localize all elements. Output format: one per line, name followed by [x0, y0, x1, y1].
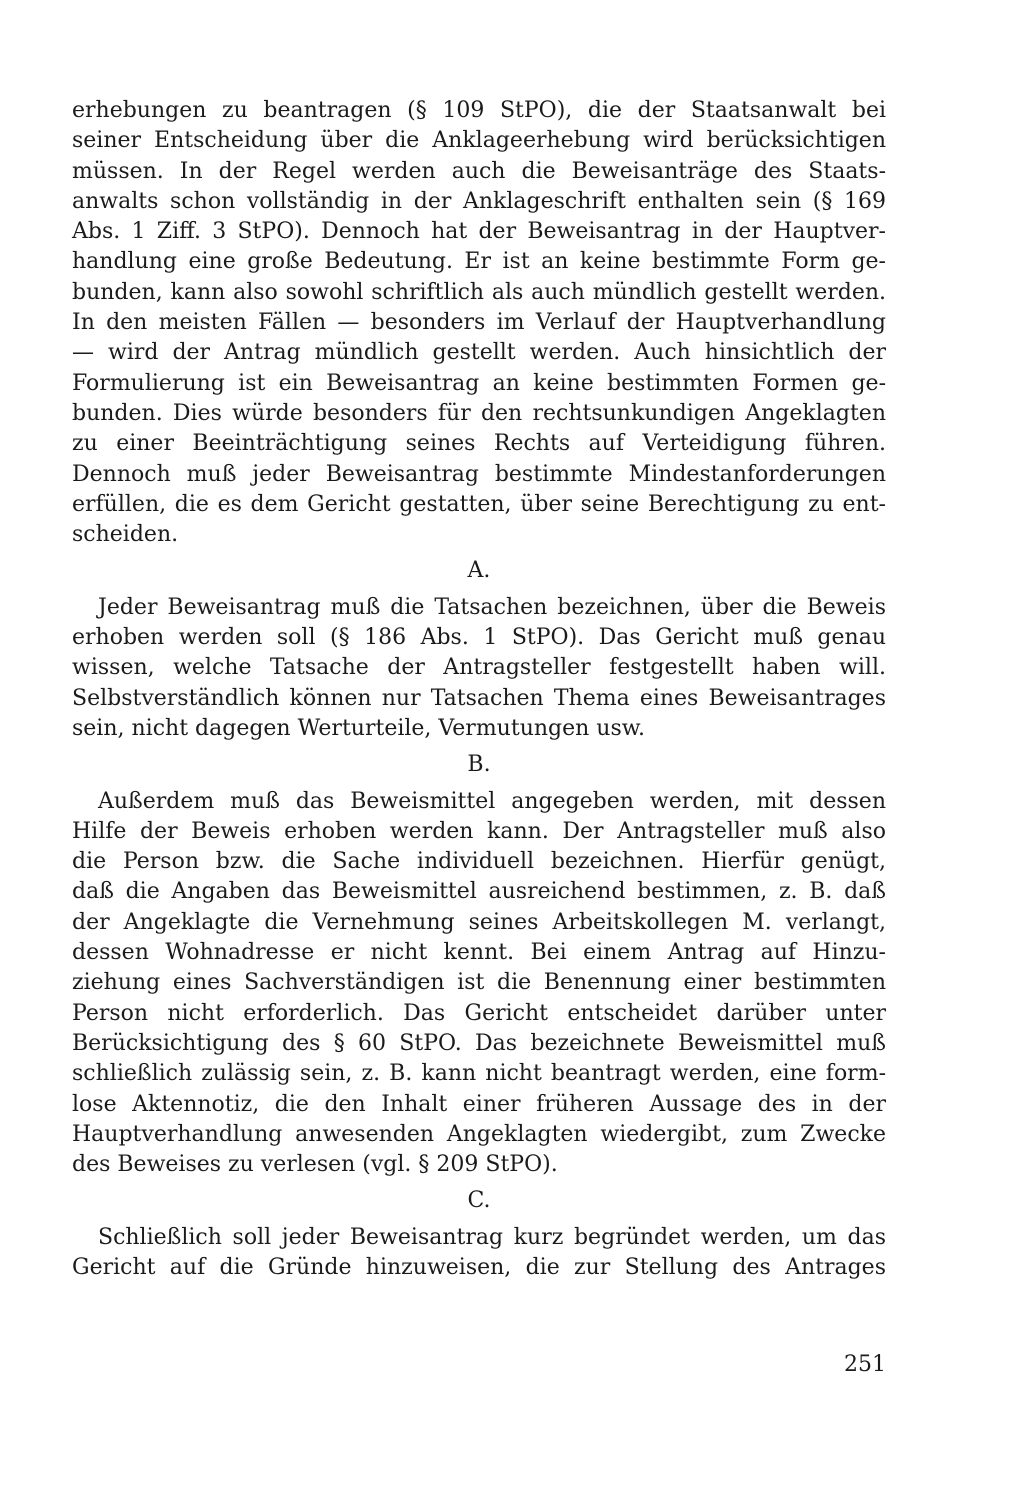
page-number: 251	[844, 1352, 886, 1377]
text-line: Hauptverhandlung anwesenden Angeklagten wiedergibt, zum Zwecke	[72, 1121, 886, 1147]
text-line: Gericht auf die Gründe hinzuweisen, die zur Stellung des Antrages	[72, 1254, 886, 1280]
text-line: handlung eine große Bedeutung. Er ist an keine bestimmte Form ge-	[72, 249, 886, 275]
text-line: In den meisten Fällen — besonders im Verlauf der Hauptverhandlung	[72, 310, 886, 336]
text-line: Berücksichtigung des § 60 StPO. Das bezeichnete Beweismittel muß	[72, 1030, 886, 1056]
paragraph	[72, 593, 886, 744]
text-line: zu einer Beeinträchtigung seines Rechts auf Verteidigung führen.	[72, 431, 886, 457]
text-line: seiner Entscheidung über die Anklageerhebung wird berücksichtigen	[72, 128, 886, 154]
text-line: erfüllen, die es dem Gericht gestatten, über seine Berechtigung zu ent-	[72, 491, 886, 517]
page-body	[72, 96, 886, 1283]
text-line: die Person bzw. die Sache individuell bezeichnen. Hierfür genügt,	[72, 849, 886, 875]
text-line: dessen Wohnadresse er nicht kennt. Bei einem Antrag auf Hinzu-	[72, 940, 886, 966]
text-line: Jeder Beweisantrag muß die Tatsachen bezeichnen, über die Beweis	[98, 594, 886, 620]
text-line: des Beweises zu verlesen (vgl. § 209 StPO).	[72, 1152, 558, 1178]
text-line: scheiden.	[72, 522, 179, 548]
text-line: Dennoch muß jeder Beweisantrag bestimmte Mindestanforderungen	[72, 461, 886, 487]
text-line: ziehung eines Sachverständigen ist die Benennung einer bestimmten	[72, 970, 886, 996]
text-line: Person nicht erforderlich. Das Gericht entscheidet darüber unter	[72, 1000, 886, 1026]
text-line: anwalts schon vollständig in der Anklageschrift enthalten sein (§ 169	[72, 188, 886, 214]
text-line: Hilfe der Beweis erhoben werden kann. Der Antragsteller muß also	[72, 818, 886, 844]
section-heading: A.	[467, 558, 491, 584]
paragraph	[72, 787, 886, 1181]
section-heading: B.	[467, 752, 491, 778]
text-line: sein, nicht dagegen Werturteile, Vermutungen usw.	[72, 715, 645, 741]
text-line: Selbstverständlich können nur Tatsachen Thema eines Beweisantrages	[72, 685, 886, 711]
paragraph	[72, 96, 886, 550]
text-line: erhoben werden soll (§ 186 Abs. 1 StPO). Das Gericht muß genau	[72, 625, 886, 651]
text-line: Schließlich soll jeder Beweisantrag kurz begründet werden, um das	[98, 1224, 886, 1250]
text-line: Formulierung ist ein Beweisantrag an keine bestimmten Formen ge-	[72, 370, 886, 396]
text-line: der Angeklagte die Vernehmung seines Arbeitskollegen M. verlangt,	[72, 909, 886, 935]
section-heading: C.	[467, 1188, 491, 1214]
text-line: Außerdem muß das Beweismittel angegeben werden, mit dessen	[98, 788, 886, 814]
text-line: erhebungen zu beantragen (§ 109 StPO), die der Staatsanwalt bei	[72, 98, 886, 123]
text-line: lose Aktennotiz, die den Inhalt einer früheren Aussage des in der	[72, 1091, 886, 1117]
text-line: Abs. 1 Ziff. 3 StPO). Dennoch hat der Beweisantrag in der Hauptver-	[72, 219, 886, 245]
paragraph	[72, 1223, 886, 1284]
text-line: bunden. Dies würde besonders für den rechtsunkundigen Angeklagten	[72, 400, 886, 426]
text-line: wissen, welche Tatsache der Antragsteller festgestellt haben will.	[72, 655, 886, 681]
text-line: schließlich zulässig sein, z. B. kann nicht beantragt werden, eine form-	[72, 1061, 886, 1087]
text-line: müssen. In der Regel werden auch die Beweisanträge des Staats-	[72, 158, 886, 184]
text-line: bunden, kann also sowohl schriftlich als auch mündlich gestellt werden.	[72, 279, 886, 305]
text-line: daß die Angaben das Beweismittel ausreichend bestimmen, z. B. daß	[72, 879, 886, 905]
text-line: — wird der Antrag mündlich gestellt werden. Auch hinsichtlich der	[72, 340, 886, 366]
